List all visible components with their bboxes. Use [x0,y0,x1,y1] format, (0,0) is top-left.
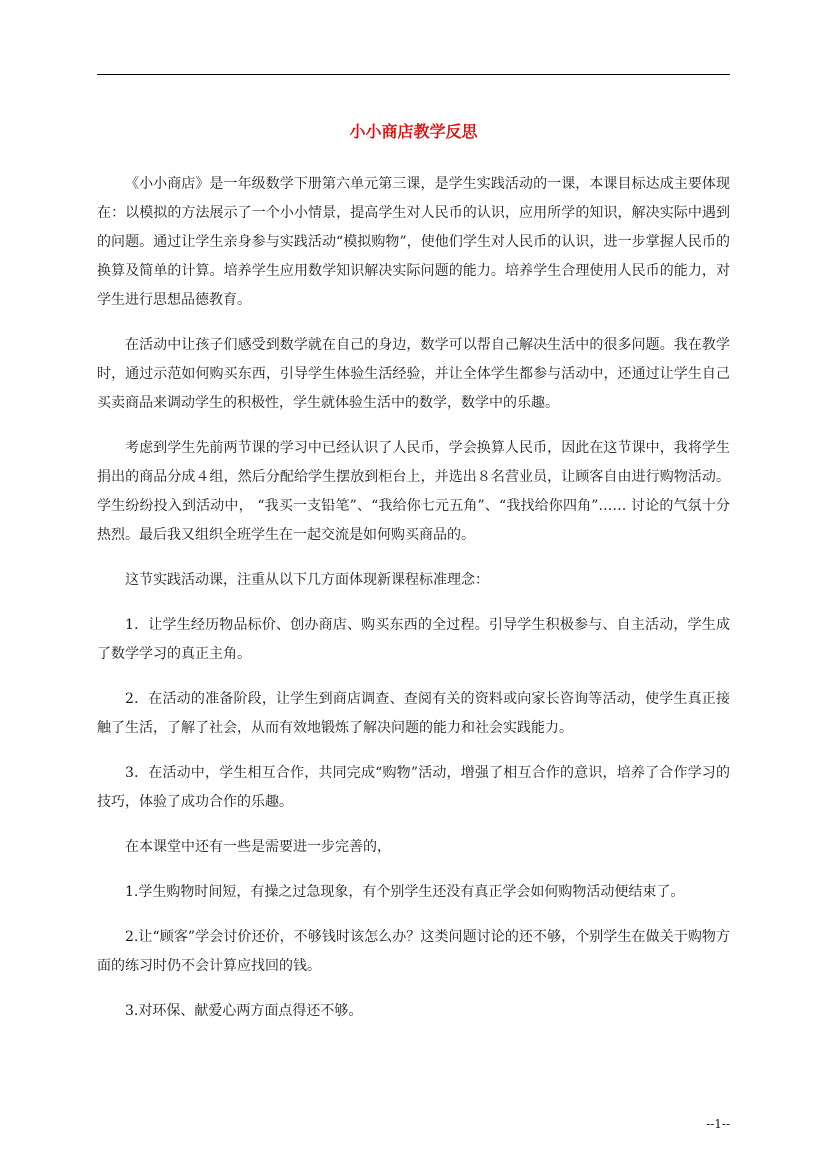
paragraph-activity: 在活动中让孩子们感受到数学就在自己的身边，数学可以帮自己解决生活中的很多问题。我在教学时，通过示范如何购买东西，引导学生体验生活经验，并让全体学生都参与活动中，还通过让学生自己买卖商品来调动学生的积极性，学生就体验生活中的数学，数学中的乐趣。 [97,337,730,411]
paragraph-principle-2: 2．在活动的准备阶段，让学生到商店调查、查阅有关的资料或向家长咨询等活动，使学生真正接触了生活，了解了社会，从而有效地锻炼了解决问题的能力和社会实践能力。 [97,691,730,736]
paragraph-process: 考虑到学生先前两节课的学习中已经认识了人民币，学会换算人民币，因此在这节课中，我将学生捐出的商品分成４组，然后分配给学生摆放到柜台上，并选出８名营业员，让顾客自由进行购物活动。学生纷纷投入到活动中， “我买一支铅笔”、“我给你七元五角”、“我找给你四角”…… 讨论的气氛十分热烈。最后我又组织全班学生在一起交流是如何购买商品的。 [97,440,730,543]
paragraph-principle-3: 3．在活动中，学生相互合作，共同完成“购物”活动，增强了相互合作的意识，培养了合作学习的技巧，体验了成功合作的乐趣。 [97,765,730,810]
page-title: 小小商店教学反思 [349,122,478,141]
document-body [97,170,730,1042]
paragraph-intro: 《小小商店》是一年级数学下册第六单元第三课，是学生实践活动的一课，本课目标达成主要体现在：以模拟的方法展示了一个小小情景，提高学生对人民币的认识，应用所学的知识，解决实际中遇到的问题。通过让学生亲身参与实践活动“模拟购物”，使他们学生对人民币的认识，进一步掌握人民币的换算及简单的计算。培养学生应用数学知识解决实际问题的能力。培养学生合理使用人民币的能力，对学生进行思想品德教育。 [97,176,730,308]
header-rule [97,74,730,75]
paragraph-improvement-1: 1.学生购物时间短，有操之过急现象，有个别学生还没有真正学会如何购物活动便结束了。 [125,884,685,900]
paragraph-improvement-3: 3.对环保、献爱心两方面点得还不够。 [125,1003,363,1019]
paragraph-principle-1: 1．让学生经历物品标价、创办商店、购买东西的全过程。引导学生积极参与、自主活动，学生成了数学学习的真正主角。 [97,617,730,662]
paragraph-improvement-2: 2.让“顾客”学会讨价还价，不够钱时该怎么办？这类问题讨论的还不够，个别学生在做关于购物方面的练习时仍不会计算应找回的钱。 [97,929,730,974]
paragraph-improvements-intro: 在本课堂中还有一些是需要进一步完善的， [125,839,391,855]
page-number: --1-- [706,1117,730,1131]
paragraph-principles-intro: 这节实践活动课，注重从以下几方面体现新课程标准理念： [125,572,489,588]
